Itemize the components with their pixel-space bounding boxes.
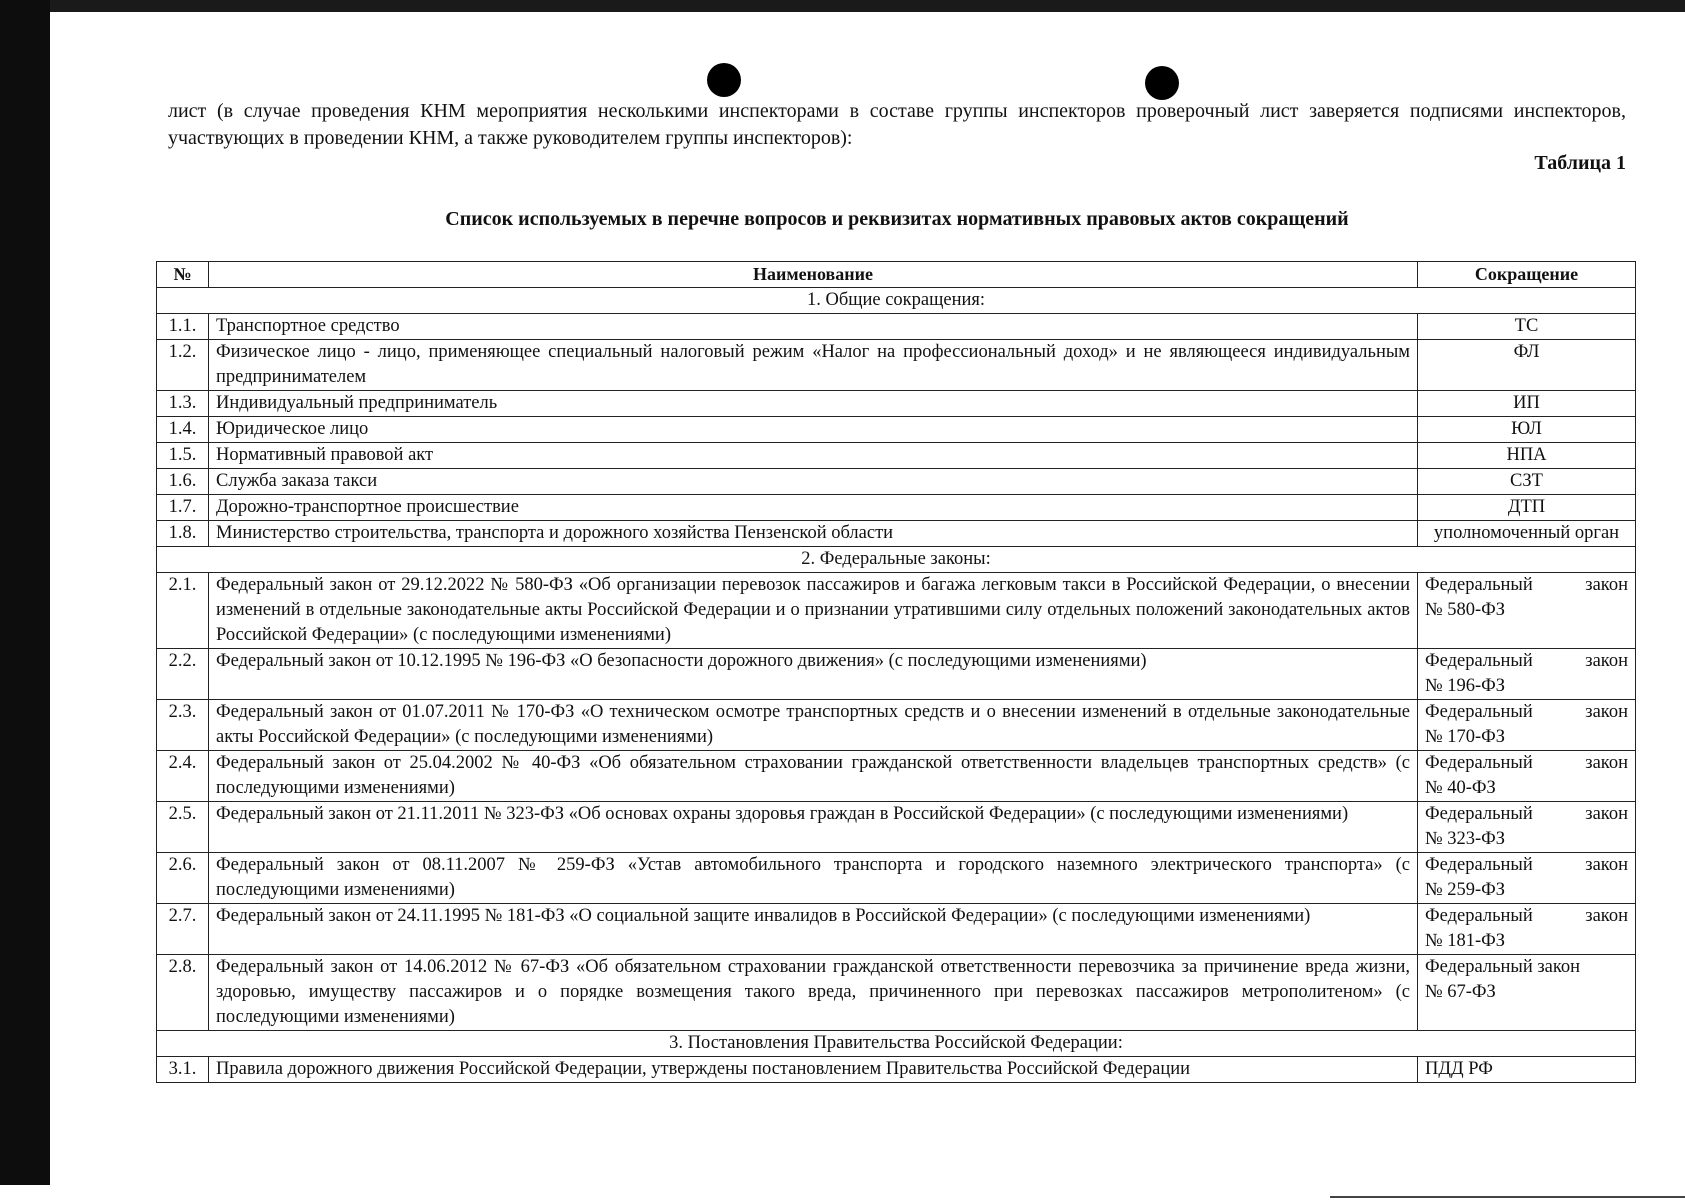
table-row — [157, 853, 1636, 904]
table-row — [157, 751, 1636, 802]
row-abbr — [1418, 955, 1636, 1031]
table-row — [157, 521, 1636, 547]
table-row — [157, 573, 1636, 649]
row-no: 2.3. — [157, 700, 209, 751]
row-no: 1.2. — [157, 340, 209, 391]
row-no: 1.8. — [157, 521, 209, 547]
row-no: 1.7. — [157, 495, 209, 521]
table-row — [157, 802, 1636, 853]
row-no: 2.5. — [157, 802, 209, 853]
row-abbr: уполномоченный орган — [1418, 521, 1636, 547]
row-name: Индивидуальный предприниматель — [209, 391, 1418, 417]
row-abbr — [1418, 802, 1636, 853]
row-name: Физическое лицо - лицо, применяющее специальный налоговый режим «Налог на профессиональный доход» и не являющееся индивидуальным предпринимателем — [209, 340, 1418, 391]
scan-border-top — [0, 0, 1685, 12]
list-title: Список используемых в перечне вопросов и реквизитах нормативных правовых актов сокращений — [445, 208, 1349, 230]
section-title: 3. Постановления Правительства Российской Федерации: — [157, 1031, 1636, 1057]
row-abbr: ЮЛ — [1418, 417, 1636, 443]
table-row — [157, 314, 1636, 340]
row-no: 2.8. — [157, 955, 209, 1031]
row-name: Федеральный закон от 10.12.1995 № 196-ФЗ «О безопасности дорожного движения» (с последующими изменениями) — [209, 649, 1418, 700]
row-abbr: ПДД РФ — [1418, 1057, 1636, 1083]
row-no: 2.6. — [157, 853, 209, 904]
row-abbr-line1: Федеральный закон — [1425, 957, 1581, 977]
row-abbr-line2: № 170-ФЗ — [1425, 727, 1506, 747]
row-name: Нормативный правовой акт — [209, 443, 1418, 469]
row-name: Федеральный закон от 14.06.2012 № 67-ФЗ «Об обязательном страховании гражданской ответственности перевозчика за причинение вреда жизни, здоровью, имуществу пассажиров и о порядке возмещения такого вреда, причиненного при перевозках пассажиров метрополитеном» (с последующими изменениями) — [209, 955, 1418, 1031]
row-abbr-line2: № 181-ФЗ — [1425, 931, 1506, 951]
row-name: Транспортное средство — [209, 314, 1418, 340]
table-row — [157, 443, 1636, 469]
row-abbr — [1418, 904, 1636, 955]
punch-hole-right — [1145, 66, 1179, 100]
row-name: Юридическое лицо — [209, 417, 1418, 443]
row-abbr-line2: № 259-ФЗ — [1425, 880, 1506, 900]
row-abbr-line2: № 323-ФЗ — [1425, 829, 1506, 849]
row-abbr — [1418, 751, 1636, 802]
row-abbr: СЗТ — [1418, 469, 1636, 495]
row-no: 1.3. — [157, 391, 209, 417]
row-name: Федеральный закон от 08.11.2007 № 259-ФЗ «Устав автомобильного транспорта и городского наземного электрического транспорта» (с последующими изменениями) — [209, 853, 1418, 904]
row-name: Дорожно-транспортное происшествие — [209, 495, 1418, 521]
row-name: Федеральный закон от 29.12.2022 № 580-ФЗ «Об организации перевозок пассажиров и багажа легковым такси в Российской Федерации, о внесении изменений в отдельные законодательные акты Российской Федерации и о признании утратившими силу отдельных положений законодательных актов Российской Федерации» (с последующими изменениями) — [209, 573, 1418, 649]
row-name: Федеральный закон от 01.07.2011 № 170-ФЗ «О техническом осмотре транспортных средств и о внесении изменений в отдельные законодательные акты Российской Федерации» (с последующими изменениями) — [209, 700, 1418, 751]
header-name: Наименование — [209, 262, 1418, 288]
row-abbr: ФЛ — [1418, 340, 1636, 391]
table-row — [157, 649, 1636, 700]
table-row — [157, 417, 1636, 443]
row-no: 1.6. — [157, 469, 209, 495]
row-abbr-line2: № 67-ФЗ — [1425, 982, 1496, 1002]
row-no: 1.4. — [157, 417, 209, 443]
row-abbr-line1: Федеральный закон — [1425, 804, 1628, 824]
header-no: № — [157, 262, 209, 288]
row-abbr-line1: Федеральный закон — [1425, 651, 1628, 671]
row-abbr-line1: Федеральный закон — [1425, 702, 1628, 722]
abbreviations-table — [156, 261, 1636, 1083]
table-row — [157, 469, 1636, 495]
section-title: 2. Федеральные законы: — [157, 547, 1636, 573]
row-name: Федеральный закон от 21.11.2011 № 323-ФЗ «Об основах охраны здоровья граждан в Российской Федерации» (с последующими изменениями) — [209, 802, 1418, 853]
row-abbr: НПА — [1418, 443, 1636, 469]
row-abbr-line1: Федеральный закон — [1425, 855, 1628, 875]
row-name: Федеральный закон от 25.04.2002 № 40-ФЗ «Об обязательном страховании гражданской ответственности владельцев транспортных средств» (с последующими изменениями) — [209, 751, 1418, 802]
section-row — [157, 547, 1636, 573]
section-row — [157, 288, 1636, 314]
row-name: Федеральный закон от 24.11.1995 № 181-ФЗ «О социальной защите инвалидов в Российской Федерации» (с последующими изменениями) — [209, 904, 1418, 955]
row-abbr — [1418, 649, 1636, 700]
table-row — [157, 391, 1636, 417]
table-row — [157, 955, 1636, 1031]
table-label: Таблица 1 — [1534, 152, 1626, 174]
row-abbr — [1418, 853, 1636, 904]
intro-paragraph: лист (в случае проведения КНМ мероприятия несколькими инспекторами в составе группы инспекторов проверочный лист заверяется подписями инспекторов, участвующих в проведении КНМ, а также руководителем группы инспекторов): — [168, 100, 1626, 149]
row-abbr — [1418, 700, 1636, 751]
table-header-row — [157, 262, 1636, 288]
section-row — [157, 1031, 1636, 1057]
row-name: Правила дорожного движения Российской Федерации, утверждены постановлением Правительства Российской Федерации — [209, 1057, 1418, 1083]
row-no: 3.1. — [157, 1057, 209, 1083]
row-abbr: ТС — [1418, 314, 1636, 340]
scan-border-left — [0, 0, 50, 1185]
row-name: Министерство строительства, транспорта и дорожного хозяйства Пензенской области — [209, 521, 1418, 547]
row-abbr-line2: № 196-ФЗ — [1425, 676, 1506, 696]
row-abbr-line2: № 40-ФЗ — [1425, 778, 1496, 798]
scan-edge-line — [1330, 1196, 1685, 1198]
row-abbr — [1418, 573, 1636, 649]
row-abbr-line2: № 580-ФЗ — [1425, 600, 1506, 620]
row-abbr-line1: Федеральный закон — [1425, 906, 1628, 926]
row-no: 2.4. — [157, 751, 209, 802]
row-no: 1.5. — [157, 443, 209, 469]
row-no: 2.1. — [157, 573, 209, 649]
row-no: 2.2. — [157, 649, 209, 700]
row-abbr-line1: Федеральный закон — [1425, 753, 1628, 773]
table-row — [157, 700, 1636, 751]
row-abbr: ИП — [1418, 391, 1636, 417]
header-abbr: Сокращение — [1418, 262, 1636, 288]
row-no: 1.1. — [157, 314, 209, 340]
table-row — [157, 340, 1636, 391]
table-row — [157, 904, 1636, 955]
punch-hole-left — [707, 63, 741, 97]
row-no: 2.7. — [157, 904, 209, 955]
row-name: Служба заказа такси — [209, 469, 1418, 495]
row-abbr: ДТП — [1418, 495, 1636, 521]
table-row — [157, 495, 1636, 521]
section-title: 1. Общие сокращения: — [157, 288, 1636, 314]
table-row — [157, 1057, 1636, 1083]
row-abbr-line1: Федеральный закон — [1425, 575, 1628, 595]
